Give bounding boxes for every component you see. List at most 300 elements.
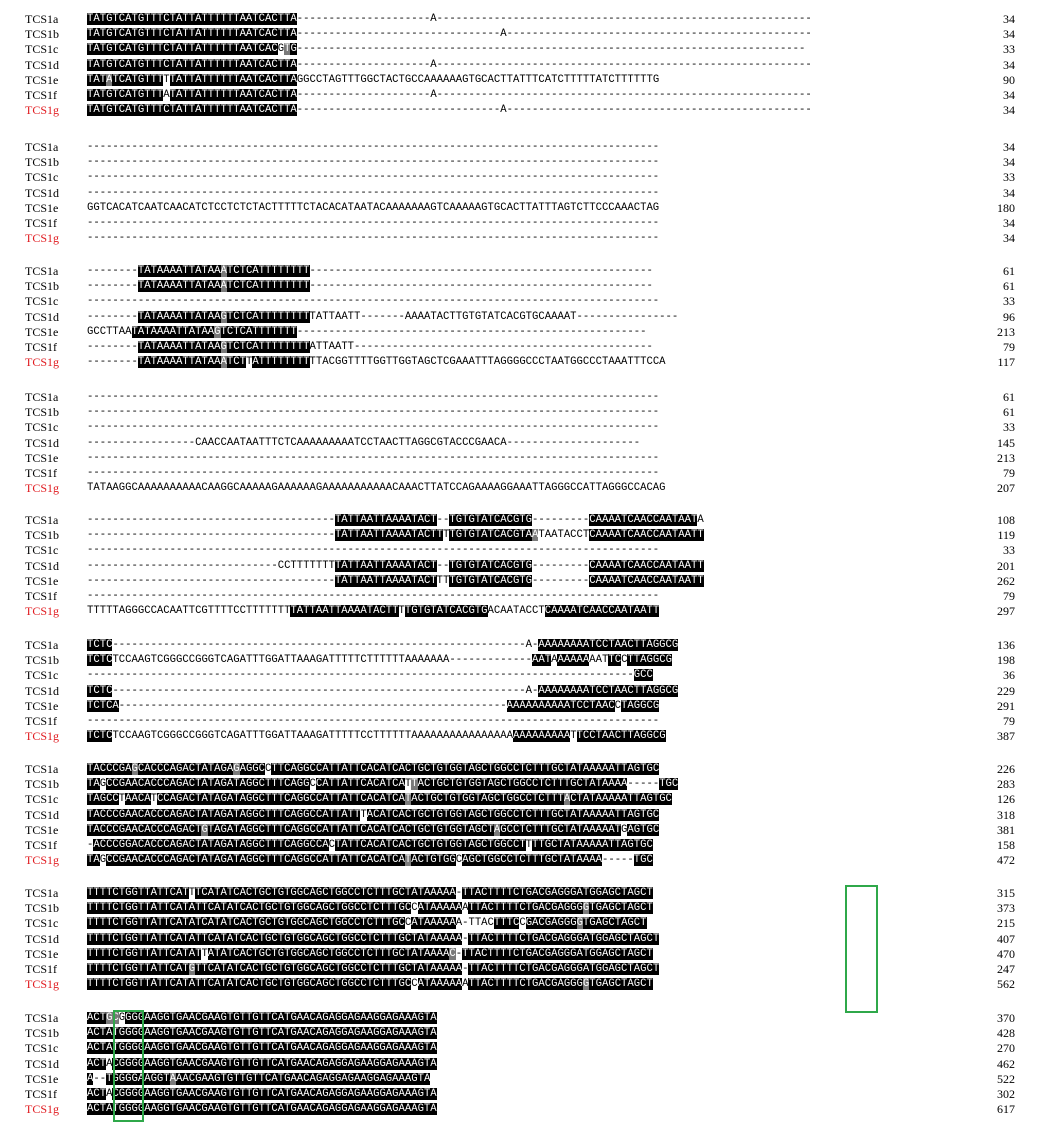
residue-segment: TGTGTATCACGTG bbox=[449, 574, 533, 587]
sequence-residues bbox=[87, 777, 967, 791]
alignment-row bbox=[0, 559, 1044, 573]
residue-segment: TTAGGCG bbox=[627, 654, 672, 667]
position-number: 373 bbox=[997, 901, 1015, 916]
residue-segment: A bbox=[493, 823, 501, 836]
residue-segment: G bbox=[214, 325, 221, 338]
alignment-row bbox=[0, 186, 1044, 200]
sequence-name: TCS1c bbox=[25, 170, 59, 185]
alignment-row bbox=[0, 684, 1044, 698]
residue-segment: GCCTTAA bbox=[87, 325, 132, 338]
sequence-name: TCS1d bbox=[25, 185, 60, 200]
position-number: 318 bbox=[997, 807, 1015, 822]
residue-segment: ------------------------------------------------------------------------------------------ bbox=[87, 544, 660, 557]
sequence-residues bbox=[87, 216, 967, 230]
residue-segment: A bbox=[220, 356, 227, 369]
sequence-residues bbox=[87, 699, 967, 713]
position-number: 34 bbox=[1003, 103, 1015, 118]
residue-segment: ATTTTTTTT bbox=[252, 356, 310, 369]
sequence-name: TCS1a bbox=[25, 1011, 59, 1025]
residue-segment: AGCTGGCCTCTTTGCTATAAAA bbox=[462, 854, 602, 867]
residue-segment: A bbox=[697, 514, 704, 526]
residue-segment: ------------------------------------------------------- bbox=[296, 325, 647, 338]
residue-segment: TCCAAGTCGGGCCGGGTCAGATTTGGATTAAAGATTTTTCCTTTTTTAAAAAAAAAAAAAAAA bbox=[112, 730, 513, 743]
position-number: 315 bbox=[997, 886, 1015, 900]
sequence-residues bbox=[87, 186, 967, 200]
residue-segment: TTACTTTTCTGACGAGGGATGGAGCTAGCT bbox=[462, 947, 653, 960]
residue-segment: GGCCTAGTTTGGCTACTGCCAAAAAAGTGCACTTATTTCATCTTTTTATCTTTTTTG bbox=[296, 73, 660, 86]
sequence-residues bbox=[87, 231, 967, 245]
position-number: 198 bbox=[997, 653, 1015, 668]
residue-segment: ------------------------------------------------------------------------------------------ bbox=[87, 715, 660, 727]
residue-segment: AACGAAGTGTTGTTCATGAACAGAGGAGAAGGAGAAAGTA bbox=[176, 1072, 431, 1085]
residue-segment: T bbox=[150, 793, 157, 806]
residue-segment: TCTCA bbox=[87, 699, 119, 712]
alignment-row bbox=[0, 604, 1044, 618]
alignment-row bbox=[0, 103, 1044, 117]
start-codon-box-upper bbox=[845, 885, 878, 1013]
residue-segment: ------------------------------------------------------------------------------------------ bbox=[87, 171, 660, 184]
residue-segment: AAAAA bbox=[557, 654, 590, 667]
residue-segment: TCTC bbox=[87, 684, 113, 697]
residue-segment: T bbox=[188, 887, 196, 899]
sequence-name: TCS1f bbox=[25, 466, 58, 480]
residue-segment: ACT bbox=[87, 1088, 107, 1100]
residue-segment: TAT bbox=[87, 73, 107, 86]
residue-segment: ----- bbox=[627, 778, 660, 791]
alignment-row bbox=[0, 390, 1044, 404]
residue-segment: TATTATTTTTTAATCACTTA bbox=[169, 73, 297, 86]
sequence-name: TCS1d bbox=[25, 309, 60, 324]
alignment-row bbox=[0, 264, 1044, 278]
residue-segment: ACTATGGGGAAGGTGAACGAAGTGTTGTTCATGAACAGAGGAGAAGGAGAAAGTA bbox=[87, 1103, 437, 1116]
residue-segment: TCCAAGTCGGGCCGGGTCAGATTTGGATTAAAGATTTTTCTTTTTTAAAAAAA------------- bbox=[112, 654, 533, 667]
alignment-row bbox=[0, 792, 1044, 806]
residue-segment: ATAAAAA bbox=[411, 917, 456, 930]
sequence-name: TCS1a bbox=[25, 12, 59, 26]
position-number: 33 bbox=[1003, 294, 1015, 309]
position-number: 34 bbox=[1003, 231, 1015, 246]
position-number: 270 bbox=[997, 1041, 1015, 1056]
residue-segment: TAATACCT bbox=[538, 529, 590, 542]
residue-segment: CCGAACACCCAGACTATAGATAGGCTTTCAGGCCATTATTCACATCA bbox=[106, 854, 405, 867]
residue-segment: C bbox=[309, 778, 316, 791]
residue-segment: G bbox=[290, 43, 297, 56]
sequence-name: TCS1f bbox=[25, 838, 58, 852]
sequence-name: TCS1c bbox=[25, 543, 59, 558]
residue-segment: TCTCATTTTTTT bbox=[220, 325, 297, 338]
residue-segment: ---------------------A----------------------------------------------------------- bbox=[296, 13, 812, 25]
residue-segment: TACCCGA bbox=[87, 763, 132, 775]
alignment-row bbox=[0, 901, 1044, 915]
residue-segment: ACAATACCT bbox=[487, 605, 545, 618]
sequence-residues bbox=[87, 543, 967, 557]
residue-segment: AGTGC bbox=[627, 823, 660, 836]
sequence-residues bbox=[87, 574, 967, 588]
residue-segment: TATGTCATGTTTCTATTATTTTTTAATCAC bbox=[87, 43, 278, 56]
alignment-row bbox=[0, 58, 1044, 72]
residue-segment: -------- bbox=[87, 265, 138, 277]
residue-segment: ------------------------------------------------------------------------------------------ bbox=[87, 590, 660, 602]
alignment-row bbox=[0, 977, 1044, 991]
residue-segment: TATTAATTAAAATACTT bbox=[290, 605, 399, 618]
alignment-row bbox=[0, 216, 1044, 230]
residue-segment: TATTAATT-------AAAATACTTGTGTATCACGTGCAAAAT---------------- bbox=[309, 310, 679, 323]
residue-segment: GC bbox=[106, 1012, 119, 1024]
residue-segment: TATTCACATCACTGCTGTGGTAGCTGGCCT bbox=[334, 839, 526, 851]
residue-segment: CTATAAAAATTAGTGC bbox=[570, 793, 672, 806]
sequence-residues bbox=[87, 12, 967, 26]
sequence-residues bbox=[87, 1072, 967, 1086]
position-number: 117 bbox=[997, 355, 1015, 370]
sequence-residues bbox=[87, 838, 967, 852]
alignment-row bbox=[0, 838, 1044, 852]
position-number: 213 bbox=[997, 324, 1015, 339]
position-number: 126 bbox=[997, 792, 1015, 807]
sequence-name: TCS1e bbox=[25, 200, 59, 215]
residue-segment: G bbox=[277, 43, 285, 56]
alignment-row bbox=[0, 808, 1044, 822]
sequence-residues bbox=[87, 264, 967, 278]
sequence-name: TCS1b bbox=[25, 155, 60, 170]
residue-segment: C bbox=[265, 763, 272, 775]
position-number: 226 bbox=[997, 762, 1015, 776]
residue-segment: ACTGCTGTGGTAGCTGGCCTCTTTGCTATAAAA bbox=[417, 778, 628, 791]
alignment-row bbox=[0, 932, 1044, 946]
residue-segment: TCTC bbox=[87, 654, 113, 667]
alignment-row bbox=[0, 699, 1044, 713]
residue-segment: CGGGGAAGGTGAACGAAGTGTTGTTCATGAACAGAGGAGAAGGAGAAAGTA bbox=[112, 1057, 437, 1070]
residue-segment: G bbox=[576, 917, 583, 930]
alignment-row bbox=[0, 12, 1044, 26]
residue-segment: A bbox=[563, 793, 571, 806]
sequence-name: TCS1c bbox=[25, 420, 59, 435]
residue-segment: TA bbox=[87, 854, 100, 867]
residue-segment: TATAAAATTATAA bbox=[131, 325, 215, 338]
alignment-row bbox=[0, 27, 1044, 41]
residue-segment: TACCCGAACACCCAGACTATAGATAGGCTTTCAGGCCATTATT bbox=[87, 808, 361, 821]
alignment-row bbox=[0, 714, 1044, 728]
residue-segment: A bbox=[220, 265, 227, 277]
sequence-name: TCS1d bbox=[25, 435, 60, 450]
residue-segment: AGGC bbox=[239, 763, 266, 775]
sequence-residues bbox=[87, 340, 967, 354]
position-number: 61 bbox=[1003, 405, 1015, 420]
residue-segment: T bbox=[163, 73, 170, 86]
sequence-name: TCS1g bbox=[25, 977, 60, 992]
position-number: 180 bbox=[997, 200, 1015, 215]
residue-segment: ACTGTGG bbox=[411, 854, 456, 867]
residue-segment: - bbox=[87, 839, 94, 851]
residue-segment: ------------------------------------------------------------------------------------------ bbox=[87, 406, 660, 419]
residue-segment: TGAGCTAGCT bbox=[589, 978, 653, 991]
sequence-residues bbox=[87, 279, 967, 293]
residue-segment: TTTTCTGGTTATTCATATCATATCACTGCTGTGGCAGCTGGCCTCTTTGC bbox=[87, 917, 405, 930]
residue-segment: T bbox=[443, 529, 450, 542]
residue-segment: T bbox=[118, 793, 126, 806]
residue-segment: -- bbox=[436, 514, 450, 526]
residue-segment: -----------------------------------------------------------------A- bbox=[112, 639, 539, 651]
alignment-row bbox=[0, 340, 1044, 354]
residue-segment: ------------------------------------------------------------------------------------------ bbox=[87, 186, 660, 199]
sequence-residues bbox=[87, 977, 967, 991]
alignment-row bbox=[0, 543, 1044, 557]
alignment-row bbox=[0, 294, 1044, 308]
position-number: 36 bbox=[1003, 668, 1015, 683]
residue-segment: ACTGCTGTGGTAGCTGGCCTCTTT bbox=[411, 793, 564, 806]
position-number: 617 bbox=[997, 1102, 1015, 1117]
residue-segment: - bbox=[455, 947, 463, 960]
sequence-name: TCS1c bbox=[25, 294, 59, 309]
alignment-row bbox=[0, 1026, 1044, 1040]
residue-segment: TCATGTTT bbox=[112, 73, 164, 86]
sequence-residues bbox=[87, 325, 967, 339]
residue-segment: T bbox=[201, 947, 208, 960]
sequence-residues bbox=[87, 589, 967, 603]
residue-segment: T bbox=[404, 778, 412, 791]
residue-segment: - bbox=[462, 932, 469, 945]
alignment-row bbox=[0, 762, 1044, 776]
residue-segment: -----------------CAACCAATAATTTCTCAAAAAAAAATCCTAACTTAGGCGTACCCGAACA--------------------- bbox=[87, 436, 641, 449]
residue-segment: ------------------------------------------------------------------------------------------ bbox=[87, 391, 660, 403]
residue-segment: TGAGCTAGCT bbox=[582, 917, 647, 930]
residue-segment: G bbox=[99, 854, 107, 867]
position-number: 34 bbox=[1003, 12, 1015, 26]
residue-segment: TAGATAGGCTTTCAGGCCATTATTCACATCACTGCTGTGGTAGCT bbox=[207, 823, 494, 836]
sequence-name: TCS1d bbox=[25, 683, 60, 698]
sequence-name: TCS1f bbox=[25, 88, 58, 102]
residue-segment: A-TTAC bbox=[455, 917, 494, 930]
alignment-row bbox=[0, 574, 1044, 588]
position-number: 472 bbox=[997, 853, 1015, 868]
residue-segment: TGC bbox=[633, 854, 653, 867]
residue-segment: TT bbox=[436, 574, 450, 587]
residue-segment: G bbox=[220, 341, 227, 353]
position-number: 381 bbox=[997, 822, 1015, 837]
residue-segment: TATAAAATTATAA bbox=[137, 356, 221, 369]
residue-segment: GGTCACATCAATCAACATCTCCTCTCTACTTTTTCTACACATAATACAAAAAAAGTCAAAAAGTGCACTTATTTAGTCTTCCCAAACTAG bbox=[87, 201, 660, 214]
sequence-name: TCS1g bbox=[25, 355, 60, 370]
sequence-name: TCS1f bbox=[25, 589, 58, 603]
alignment-row bbox=[0, 589, 1044, 603]
sequence-residues bbox=[87, 42, 967, 56]
sequence-residues bbox=[87, 58, 967, 72]
sequence-residues bbox=[87, 1026, 967, 1040]
residue-segment: TGTGTATCACGTG bbox=[449, 514, 533, 526]
residue-segment: TTCATATCACTGCTGTGGCAGCTGGCCTCTTTGCTATAAAAA bbox=[195, 963, 463, 975]
residue-segment: TATGTCATGTTTCTATTATTTTTTAATCACTTA bbox=[87, 13, 297, 25]
sequence-name: TCS1a bbox=[25, 264, 59, 278]
sequence-residues bbox=[87, 1057, 967, 1071]
position-number: 96 bbox=[1003, 309, 1015, 324]
residue-segment: G bbox=[621, 823, 628, 836]
residue-segment: TC bbox=[608, 654, 622, 667]
alignment-row bbox=[0, 481, 1044, 495]
residue-segment: A bbox=[87, 1072, 94, 1085]
sequence-name: TCS1f bbox=[25, 962, 58, 976]
residue-segment: TATTAATTAAAATACT bbox=[334, 514, 437, 526]
residue-segment: ------------------------------------------------------------------------------------------ bbox=[87, 421, 660, 434]
sequence-residues bbox=[87, 466, 967, 480]
residue-segment: -------- bbox=[87, 356, 138, 369]
sequence-name: TCS1d bbox=[25, 1056, 60, 1071]
residue-segment: ------------------------------CCTTTTTTT bbox=[87, 559, 335, 572]
residue-segment: TGAGCTAGCT bbox=[589, 902, 653, 915]
residue-segment: CCAGACTATAGATAGGCTTTCAGGCCATTATTCACATCA bbox=[156, 793, 405, 806]
residue-segment: ATATCACTGCTGTGGCAGCTGGCCTCTTTGCTATAAAA bbox=[207, 947, 450, 960]
sequence-name: TCS1f bbox=[25, 1087, 58, 1101]
residue-segment: AAT bbox=[532, 654, 552, 667]
residue-segment: ACATCACTGCTGTGGTAGCTGGCCTCTTTGCTATAAAAATTAGTGC bbox=[366, 808, 660, 821]
position-number: 215 bbox=[997, 916, 1015, 931]
residue-segment: T bbox=[398, 605, 405, 618]
alignment-row bbox=[0, 729, 1044, 743]
alignment-row bbox=[0, 201, 1044, 215]
sequence-name: TCS1e bbox=[25, 698, 59, 713]
alignment-row bbox=[0, 513, 1044, 527]
residue-segment: TTTTCTGGTTATTCAT bbox=[87, 963, 189, 975]
residue-segment: ------------------------------------------------------------- bbox=[118, 699, 507, 712]
residue-segment: G bbox=[233, 763, 240, 775]
sequence-residues bbox=[87, 88, 967, 102]
alignment-row bbox=[0, 947, 1044, 961]
residue-segment: T bbox=[411, 778, 418, 791]
residue-segment: GACGAGGG bbox=[525, 917, 577, 930]
residue-segment: TGTGTATCACGTG bbox=[449, 559, 533, 572]
residue-segment: G bbox=[220, 310, 227, 323]
sequence-name: TCS1g bbox=[25, 729, 60, 744]
residue-segment: TGGGGAAGGT bbox=[106, 1072, 170, 1085]
residue-segment: A bbox=[462, 978, 469, 991]
alignment-row bbox=[0, 528, 1044, 542]
alignment-row bbox=[0, 1011, 1044, 1025]
residue-segment: ------------------------------------------------------------------------------------------ bbox=[87, 295, 660, 308]
residue-segment: -----------------------------------------------------------------A- bbox=[112, 684, 539, 697]
alignment-row bbox=[0, 170, 1044, 184]
residue-segment: TCTC bbox=[87, 730, 113, 743]
residue-segment: A bbox=[532, 529, 539, 542]
residue-segment: TCTCATTTTTTTT bbox=[226, 265, 310, 277]
position-number: 34 bbox=[1003, 88, 1015, 102]
residue-segment: --------------------------------A------------------------------------------------ bbox=[296, 104, 812, 117]
position-number: 61 bbox=[1003, 264, 1015, 278]
alignment-row bbox=[0, 325, 1044, 339]
position-number: 33 bbox=[1003, 42, 1015, 57]
residue-segment: TTTTCTGGTTATTCATATTCATATCACTGCTGTGGCAGCTGGCCTCTTTGC bbox=[87, 902, 412, 915]
sequence-name: TCS1g bbox=[25, 481, 60, 496]
position-number: 79 bbox=[1003, 340, 1015, 354]
alignment-row bbox=[0, 405, 1044, 419]
sequence-name: TCS1b bbox=[25, 528, 60, 543]
alignment-row bbox=[0, 1041, 1044, 1055]
sequence-residues bbox=[87, 559, 967, 573]
residue-segment: ---------------------A----------------------------------------------------------- bbox=[296, 89, 812, 101]
alignment-row bbox=[0, 653, 1044, 667]
sequence-name: TCS1d bbox=[25, 558, 60, 573]
position-number: 108 bbox=[997, 513, 1015, 527]
residue-segment: ------------------------------------------------------------------------------------------ bbox=[87, 141, 660, 153]
residue-segment: A bbox=[106, 1088, 113, 1100]
sequence-name: TCS1g bbox=[25, 853, 60, 868]
alignment-row bbox=[0, 1057, 1044, 1071]
start-codon-box-lower bbox=[113, 1010, 144, 1122]
sequence-residues bbox=[87, 901, 967, 915]
sequence-residues bbox=[87, 294, 967, 308]
residue-segment: TCTCATTTTTTTT bbox=[226, 310, 310, 323]
position-number: 119 bbox=[997, 528, 1015, 543]
residue-segment: T bbox=[404, 793, 412, 806]
sequence-name: TCS1g bbox=[25, 1102, 60, 1117]
residue-segment: ------------------------------------------------------------------------------------------ bbox=[87, 156, 660, 169]
alignment-row bbox=[0, 73, 1044, 87]
position-number: 562 bbox=[997, 977, 1015, 992]
residue-segment: TATTATTTTTTAATCACTTA bbox=[169, 89, 297, 101]
residue-segment: TTTTCTGGTTATTCAT bbox=[87, 887, 189, 899]
residue-segment: ------------------------------------------------------------------------------------------ bbox=[87, 217, 660, 229]
residue-segment: CAAAATCAACCAATAATT bbox=[589, 529, 704, 542]
position-number: 262 bbox=[997, 573, 1015, 588]
position-number: 522 bbox=[997, 1071, 1015, 1086]
residue-segment: AAAAAAAATCCTAACTTAGGCG bbox=[538, 684, 679, 697]
sequence-name: TCS1b bbox=[25, 653, 60, 668]
residue-segment: T bbox=[525, 839, 533, 851]
alignment-row bbox=[0, 140, 1044, 154]
alignment-row bbox=[0, 886, 1044, 900]
sequence-name: TCS1e bbox=[25, 324, 59, 339]
position-number: 229 bbox=[997, 683, 1015, 698]
sequence-name: TCS1a bbox=[25, 140, 59, 154]
residue-segment: C bbox=[449, 947, 456, 960]
position-number: 34 bbox=[1003, 185, 1015, 200]
residue-segment: TTACTTTTCTGACGAGGGATGGAGCTAGCT bbox=[468, 963, 660, 975]
position-number: 34 bbox=[1003, 140, 1015, 154]
position-number: 428 bbox=[997, 1026, 1015, 1041]
sequence-residues bbox=[87, 170, 967, 184]
alignment-row bbox=[0, 88, 1044, 102]
alignment-row bbox=[0, 451, 1044, 465]
position-number: 90 bbox=[1003, 72, 1015, 87]
sequence-name: TCS1g bbox=[25, 604, 60, 619]
residue-segment: - bbox=[455, 887, 463, 899]
residue-segment: ------------------------------------------------------ bbox=[309, 265, 653, 277]
alignment-row bbox=[0, 279, 1044, 293]
alignment-row bbox=[0, 436, 1044, 450]
residue-segment: TTACGGTTTTGGTTGGTAGCTCGAAATTTAGGGGCCCTAATGGCCCTAAATTTCCA bbox=[309, 356, 666, 369]
position-number: 79 bbox=[1003, 466, 1015, 480]
sequence-name: TCS1c bbox=[25, 42, 59, 57]
position-number: 33 bbox=[1003, 420, 1015, 435]
position-number: 291 bbox=[997, 698, 1015, 713]
residue-segment: TATTAATTAAAATACT bbox=[334, 559, 437, 572]
position-number: 207 bbox=[997, 481, 1015, 496]
sequence-name: TCS1a bbox=[25, 638, 59, 652]
residue-segment: CAAAATCAACCAATAATT bbox=[544, 605, 660, 618]
sequence-name: TCS1b bbox=[25, 901, 60, 916]
sequence-residues bbox=[87, 1102, 967, 1116]
residue-segment: TAGCC bbox=[87, 793, 119, 806]
sequence-residues bbox=[87, 451, 967, 465]
residue-segment: T bbox=[245, 356, 253, 369]
residue-segment: A bbox=[106, 73, 113, 86]
residue-segment: G bbox=[201, 823, 208, 836]
residue-segment: CAAAATCAACCAATAAT bbox=[589, 514, 698, 526]
residue-segment: AAAAAAAATCCTAACTTAGGCG bbox=[538, 639, 679, 651]
residue-segment: --------------------------------A------------------------------------------------ bbox=[296, 28, 812, 41]
sequence-residues bbox=[87, 853, 967, 867]
sequence-name: TCS1d bbox=[25, 931, 60, 946]
residue-segment: C bbox=[404, 917, 412, 930]
position-number: 79 bbox=[1003, 589, 1015, 603]
residue-segment: C bbox=[621, 654, 628, 667]
